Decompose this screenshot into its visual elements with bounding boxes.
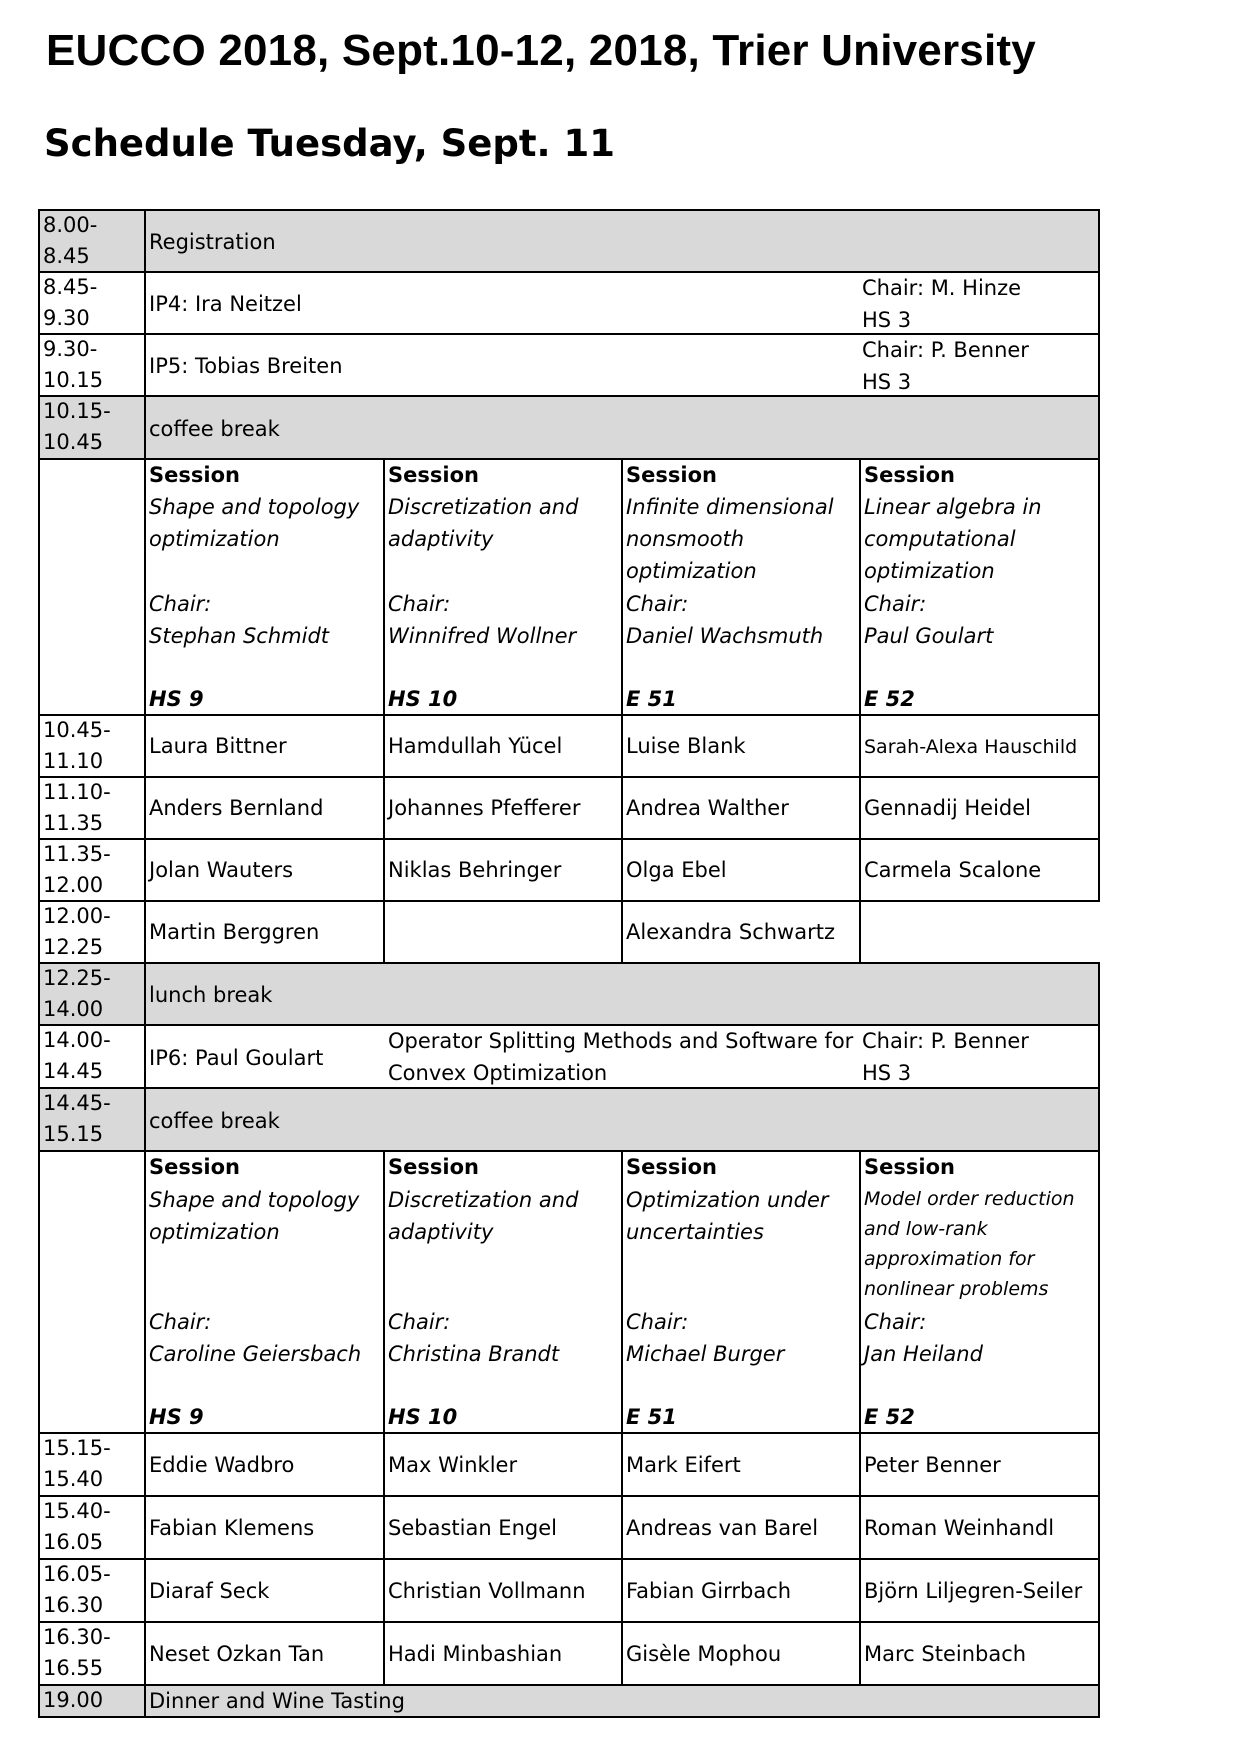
room-label: HS 9	[149, 1405, 204, 1429]
talk-cell	[383, 900, 623, 964]
session-title: Linear algebra in	[864, 495, 1042, 519]
plenary-talk: IP5: Tobias Breiten	[149, 354, 343, 378]
page-title: EUCCO 2018, Sept.10-12, 2018, Trier University	[46, 26, 1036, 75]
time-end: 16.05	[43, 1530, 104, 1554]
chair-name: Paul Goulart	[864, 624, 994, 648]
talk-speaker: Sarah-Alexa Hauschild	[864, 736, 1078, 758]
talk-speaker: Alexandra Schwartz	[626, 920, 835, 944]
talk-speaker: Björn Liljegren-Seiler	[864, 1579, 1083, 1603]
room-label: HS 3	[862, 308, 912, 332]
talk-speaker: Roman Weinhandl	[864, 1516, 1055, 1540]
session-heading: Session	[388, 463, 479, 487]
session-title: approximation for	[864, 1248, 1035, 1270]
room-label: HS 10	[388, 1405, 458, 1429]
session-title: nonsmooth	[626, 527, 745, 551]
time-start: 11.35-	[43, 842, 111, 866]
session-title: uncertainties	[626, 1220, 764, 1244]
time-start: 16.30-	[43, 1625, 111, 1649]
talk-speaker: Hadi Minbashian	[388, 1642, 563, 1666]
talk-speaker: Neset Ozkan Tan	[149, 1642, 325, 1666]
session-title: optimization	[149, 1220, 280, 1244]
time-start: 12.00-	[43, 904, 111, 928]
talk-speaker: Andrea Walther	[626, 796, 789, 820]
talk-speaker: Jolan Wauters	[149, 858, 294, 882]
session-heading: Session	[149, 1155, 240, 1179]
session-title: nonlinear problems	[864, 1278, 1049, 1300]
plenary-talk: IP6: Paul Goulart	[149, 1046, 324, 1070]
time-start: 9.30-	[43, 337, 98, 361]
talk-speaker: Johannes Pfefferer	[388, 796, 581, 820]
chair-label: Chair:	[864, 592, 927, 616]
plenary-talk: IP4: Ira Neitzel	[149, 292, 302, 316]
time-cell	[38, 1150, 146, 1434]
room-label: HS 9	[149, 687, 204, 711]
talk-speaker: Andreas van Barel	[626, 1516, 819, 1540]
chair-name: Chair: P. Benner	[862, 1029, 1029, 1053]
time-start: 15.40-	[43, 1499, 111, 1523]
time-end: 10.45	[43, 430, 104, 454]
time-start: 8.00-	[43, 213, 98, 237]
chair-label: Chair:	[626, 1310, 689, 1334]
talk-speaker: Gennadij Heidel	[864, 796, 1031, 820]
room-label: HS 10	[388, 687, 458, 711]
talk-speaker: Marc Steinbach	[864, 1642, 1027, 1666]
session-title: Discretization and	[388, 495, 579, 519]
session-heading: Session	[864, 1155, 955, 1179]
time-end: 9.30	[43, 306, 90, 330]
time-start: 15.15-	[43, 1436, 111, 1460]
session-heading: Session	[626, 1155, 717, 1179]
chair-name: Chair: P. Benner	[862, 338, 1029, 362]
talk-speaker: Peter Benner	[864, 1453, 1001, 1477]
chair-label: Chair:	[388, 592, 451, 616]
registration-label: Registration	[149, 230, 276, 254]
time-end: 11.35	[43, 811, 104, 835]
talk-speaker: Luise Blank	[626, 734, 746, 758]
schedule-subtitle: Schedule Tuesday, Sept. 11	[44, 122, 615, 165]
room-label: E 52	[864, 1405, 915, 1429]
talk-speaker: Gisèle Mophou	[626, 1642, 782, 1666]
lunch-break-row	[144, 962, 1100, 1026]
time-end: 10.15	[43, 368, 104, 392]
talk-speaker: Eddie Wadbro	[149, 1453, 295, 1477]
time-start: 11.10-	[43, 780, 111, 804]
talk-speaker: Carmela Scalone	[864, 858, 1042, 882]
talk-speaker: Mark Eifert	[626, 1453, 741, 1477]
talk-speaker: Hamdullah Yücel	[388, 734, 563, 758]
session-title: Optimization under	[626, 1188, 829, 1212]
room-label: HS 3	[862, 1061, 912, 1085]
chair-name: Winnifred Wollner	[388, 624, 577, 648]
registration-row	[144, 209, 1100, 273]
chair-name: Chair: M. Hinze	[862, 276, 1022, 300]
time-start: 14.00-	[43, 1028, 111, 1052]
chair-name: Daniel Wachsmuth	[626, 624, 824, 648]
talk-speaker: Fabian Girrbach	[626, 1579, 792, 1603]
plenary-title: Convex Optimization	[388, 1061, 608, 1085]
coffee-break-label: coffee break	[149, 417, 280, 441]
coffee-break-row	[144, 1087, 1100, 1152]
coffee-break-label: coffee break	[149, 1109, 280, 1133]
chair-label: Chair:	[149, 592, 212, 616]
time-start: 14.45-	[43, 1091, 111, 1115]
time-end: 8.45	[43, 244, 90, 268]
time-start: 19.00	[43, 1688, 104, 1712]
room-label: HS 3	[862, 370, 912, 394]
dinner-label: Dinner and Wine Tasting	[149, 1689, 405, 1713]
time-end: 12.00	[43, 873, 104, 897]
chair-name: Michael Burger	[626, 1342, 785, 1366]
session-title: optimization	[149, 527, 280, 551]
room-label: E 52	[864, 687, 915, 711]
time-end: 16.55	[43, 1656, 104, 1680]
session-title: optimization	[626, 559, 757, 583]
time-end: 14.45	[43, 1059, 104, 1083]
talk-speaker: Diaraf Seck	[149, 1579, 270, 1603]
session-heading: Session	[626, 463, 717, 487]
session-heading: Session	[864, 463, 955, 487]
chair-name: Jan Heiland	[864, 1342, 983, 1366]
time-start: 8.45-	[43, 275, 98, 299]
session-heading: Session	[149, 463, 240, 487]
room-label: E 51	[626, 1405, 677, 1429]
time-end: 12.25	[43, 935, 104, 959]
room-label: E 51	[626, 687, 677, 711]
time-start: 10.15-	[43, 399, 111, 423]
session-title: Discretization and	[388, 1188, 579, 1212]
session-title: computational	[864, 527, 1016, 551]
time-start: 12.25-	[43, 966, 111, 990]
time-end: 16.30	[43, 1593, 104, 1617]
talk-speaker: Olga Ebel	[626, 858, 727, 882]
talk-speaker: Martin Berggren	[149, 920, 320, 944]
chair-label: Chair:	[149, 1310, 212, 1334]
coffee-break-row	[144, 395, 1100, 460]
chair-name: Caroline Geiersbach	[149, 1342, 362, 1366]
talk-speaker: Anders Bernland	[149, 796, 324, 820]
time-end: 14.00	[43, 997, 104, 1021]
chair-label: Chair:	[626, 592, 689, 616]
chair-name: Stephan Schmidt	[149, 624, 330, 648]
chair-label: Chair:	[864, 1310, 927, 1334]
session-title: optimization	[864, 559, 995, 583]
chair-name: Christina Brandt	[388, 1342, 560, 1366]
chair-label: Chair:	[388, 1310, 451, 1334]
session-title: adaptivity	[388, 1220, 494, 1244]
time-end: 15.40	[43, 1467, 104, 1491]
talk-speaker: Laura Bittner	[149, 734, 287, 758]
session-title: and low-rank	[864, 1218, 988, 1240]
session-title: Shape and topology	[149, 495, 360, 519]
session-title: Model order reduction	[864, 1188, 1075, 1210]
talk-speaker: Fabian Klemens	[149, 1516, 315, 1540]
talk-speaker: Niklas Behringer	[388, 858, 562, 882]
time-end: 11.10	[43, 749, 104, 773]
talk-speaker: Max Winkler	[388, 1453, 518, 1477]
session-title: adaptivity	[388, 527, 494, 551]
talk-speaker: Sebastian Engel	[388, 1516, 557, 1540]
session-heading: Session	[388, 1155, 479, 1179]
time-end: 15.15	[43, 1122, 104, 1146]
time-start: 10.45-	[43, 718, 111, 742]
time-start: 16.05-	[43, 1562, 111, 1586]
time-cell	[38, 458, 146, 716]
plenary-title: Operator Splitting Methods and Software for	[388, 1029, 854, 1053]
lunch-break-label: lunch break	[149, 983, 273, 1007]
session-title: Infinite dimensional	[626, 495, 834, 519]
session-title: Shape and topology	[149, 1188, 360, 1212]
talk-speaker: Christian Vollmann	[388, 1579, 586, 1603]
